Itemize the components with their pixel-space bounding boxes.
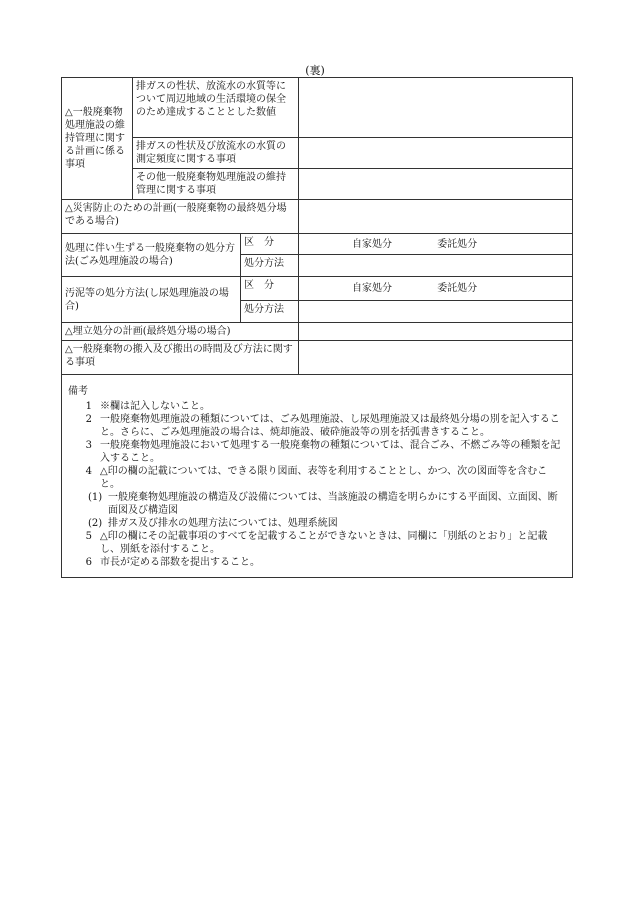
waste-method-value[interactable] xyxy=(299,255,573,277)
form-table xyxy=(61,77,573,578)
note-text: ※欄は記入しないこと。 xyxy=(100,401,210,412)
note-text: 一般廃棄物処理施設の種類については、ごみ処理施設、し尿処理施設又は最終処分場の別を記入すること。さらに、ごみ処理施設の場合は、焼却施設、破砕施設等の別を括弧書きすること。 xyxy=(100,414,560,438)
note-item xyxy=(68,530,566,556)
page-title: (裏) xyxy=(305,64,325,77)
disaster-plan-value[interactable] xyxy=(299,200,573,234)
note-item xyxy=(68,465,566,491)
notes-heading: 備考 xyxy=(68,386,88,397)
option-self-disposal[interactable]: 自家処分 xyxy=(352,238,392,250)
landfill-plan-value[interactable] xyxy=(299,323,573,341)
waste-category-label: 区 分 xyxy=(241,234,299,255)
maintenance-value-cell[interactable] xyxy=(299,169,573,200)
landfill-plan-label: △埋立処分の計画(最終処分場の場合) xyxy=(62,323,299,341)
maintenance-value-cell[interactable] xyxy=(299,138,573,169)
note-number: 4 xyxy=(85,466,92,477)
disaster-plan-label: △災害防止のための計画(一般廃棄物の最終処分場である場合) xyxy=(62,200,299,234)
maintenance-row-label: 排ガスの性状及び放流水の水質の測定頻度に関する事項 xyxy=(133,138,299,169)
maintenance-row-label: その他一般廃棄物処理施設の維持管理に関する事項 xyxy=(133,169,299,200)
note-sub-item xyxy=(68,517,566,530)
note-number: 3 xyxy=(85,440,92,451)
note-sub-number: (1) xyxy=(88,492,103,503)
sludge-category-label: 区 分 xyxy=(241,277,299,301)
sludge-category-value[interactable] xyxy=(299,277,573,301)
waste-method-label: 処分方法 xyxy=(241,255,299,277)
maintenance-row-label: 排ガスの性状、放流水の水質等について周辺地域の生活環境の保全のため達成することとした数値 xyxy=(133,78,299,138)
waste-disposal-label: 処理に伴い生ずる一般廃棄物の処分方法(ごみ処理施設の場合) xyxy=(62,234,241,277)
note-number: 6 xyxy=(85,557,92,568)
sludge-method-value[interactable] xyxy=(299,301,573,323)
transport-plan-value[interactable] xyxy=(299,341,573,375)
note-number: 1 xyxy=(85,401,92,412)
note-sub-item xyxy=(68,491,566,517)
transport-plan-label: △一般廃棄物の搬入及び搬出の時間及び方法に関する事項 xyxy=(62,341,299,375)
note-item xyxy=(68,556,566,569)
note-text: △印の欄にその記載事項のすべてを記載することができないときは、同欄に「別紙のとおり」と記載し、別紙を添付すること。 xyxy=(100,531,548,555)
note-number: 2 xyxy=(85,414,92,425)
notes-section xyxy=(62,375,573,578)
note-sub-number: (2) xyxy=(88,518,103,529)
waste-category-value[interactable] xyxy=(299,234,573,255)
note-item xyxy=(68,413,566,439)
note-sub-text: 一般廃棄物処理施設の構造及び設備については、当該施設の構造を明らかにする平面図、立面図、断面図及び構造図 xyxy=(108,492,558,516)
maintenance-value-cell[interactable] xyxy=(299,78,573,138)
maintenance-group-label: △一般廃棄物処理施設の維持管理に関する計画に係る事項 xyxy=(62,78,133,200)
note-text: △印の欄の記載については、できる限り図面、表等を利用することとし、かつ、次の図面等を含むこと。 xyxy=(100,466,548,490)
note-sub-text: 排ガス及び排水の処理方法については、処理系統図 xyxy=(108,518,338,529)
sludge-disposal-label: 汚泥等の処分方法(し尿処理施設の場合) xyxy=(62,277,241,323)
option-consign-disposal[interactable]: 委託処分 xyxy=(437,238,478,250)
sludge-method-label: 処分方法 xyxy=(241,301,299,323)
option-self-disposal[interactable]: 自家処分 xyxy=(352,283,392,294)
note-item xyxy=(68,439,566,465)
note-item xyxy=(68,400,566,413)
note-text: 一般廃棄物処理施設において処理する一般廃棄物の種類については、混合ごみ、不燃ごみ等の種類を記入すること。 xyxy=(100,440,561,464)
note-number: 5 xyxy=(85,531,92,542)
note-text: 市長が定める部数を提出すること。 xyxy=(100,557,260,568)
option-consign-disposal[interactable]: 委託処分 xyxy=(437,283,478,294)
